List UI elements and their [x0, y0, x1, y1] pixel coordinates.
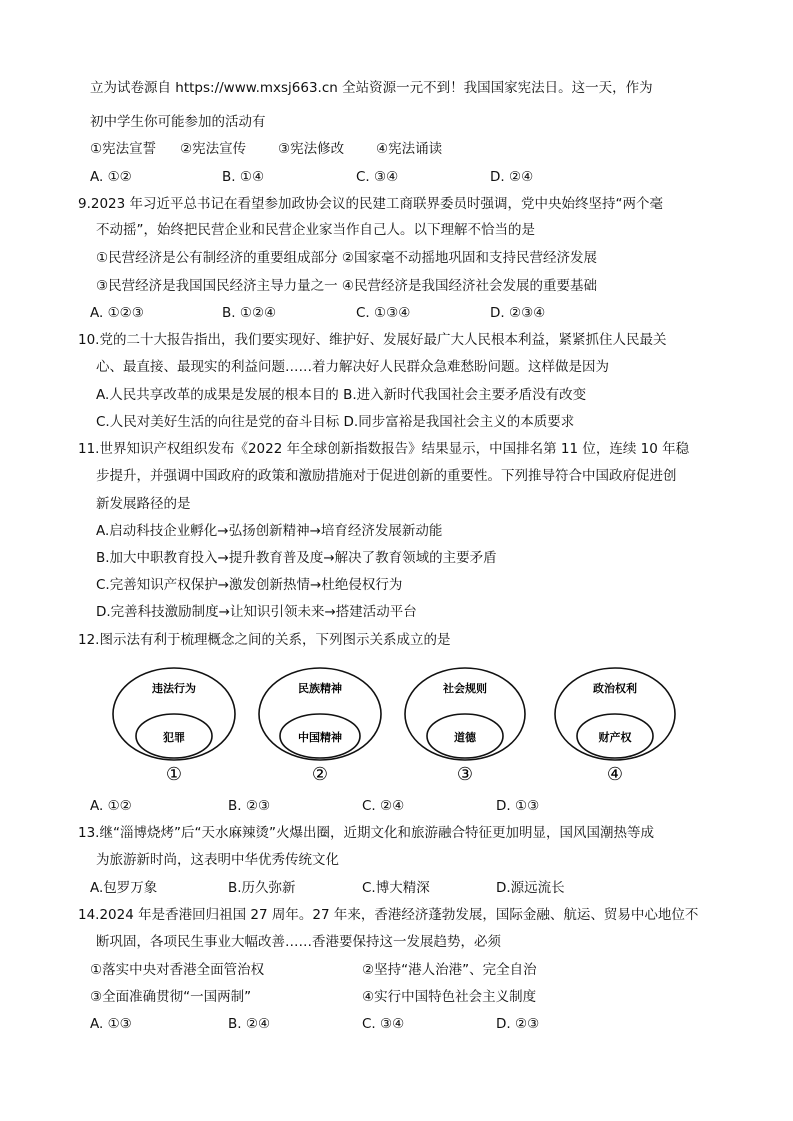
q13-option-a: A.包罗万象: [90, 880, 158, 896]
q14-item-2: ②坚持“港人治港”、完全自治: [362, 962, 537, 978]
q12-option-b: B. ②③: [228, 798, 271, 814]
q10-stem-line1: 10.党的二十大报告指出，我们要实现好、维护好、发展好最广大人民根本利益，紧紧抓住人民最关: [78, 332, 667, 348]
q14-option-b: B. ②④: [228, 1016, 271, 1032]
q14-option-c: C. ③④: [362, 1016, 405, 1032]
q9-option-c: C. ①③④: [356, 305, 411, 321]
q9-items-row1: ①民营经济是公有制经济的重要组成部分 ②国家毫不动摇地巩固和支持民营经济发展: [96, 250, 597, 266]
q13-option-c: C.博大精深: [362, 880, 430, 896]
diagram-2: [259, 668, 381, 785]
q13-option-b: B.历久弥新: [228, 880, 296, 896]
diagram-1-number: ①: [165, 764, 183, 785]
q14-item-1: ①落实中央对香港全面管治权: [90, 962, 265, 978]
diagram-2-number: ②: [311, 764, 329, 785]
q11-stem-line1: 11.世界知识产权组织发布《2022 年全球创新指数报告》结果显示，中国排名第 11 位，连续 10 年稳: [78, 441, 690, 457]
q11-stem-line3: 新发展路径的是: [96, 496, 191, 512]
q13-stem-line1: 13.继“淄博烧烤”后“天水麻辣烫”火爆出圈，近期文化和旅游融合特征更加明显，国风国潮热等成: [78, 825, 654, 841]
q14-option-d: D. ②③: [496, 1016, 540, 1032]
q14-item-4: ④实行中国特色社会主义制度: [362, 989, 537, 1005]
q9-option-a: A. ①②③: [90, 305, 144, 321]
diagram-1-inner-label: 犯罪: [163, 731, 185, 744]
q9-stem-line2: 不动摇”，始终把民营企业和民营企业家当作自己人。以下理解不恰当的是: [96, 222, 535, 238]
diagram-4-number: ④: [606, 764, 624, 785]
diagram-4: [555, 668, 675, 785]
q8-stem-line1: 立为试卷源自 https://www.mxsj663.cn 全站资源一元不到！我国国家宪法日。这一天，作为: [90, 80, 653, 96]
diagram-2-inner-label: 中国精神: [298, 731, 342, 744]
q11-option-b: B.加大中职教育投入→提升教育普及度→解决了教育领域的主要矛盾: [96, 550, 497, 566]
diagram-3-inner-label: 道德: [454, 731, 476, 744]
q10-options-row1: A.人民共享改革的成果是发展的根本目的 B.进入新时代我国社会主要矛盾没有改变: [96, 387, 587, 403]
q8-option-c: C. ③④: [356, 169, 399, 185]
q9-stem-line1: 9.2023 年习近平总书记在看望参加政协会议的民建工商联界委员时强调，党中央始终坚持“两个毫: [78, 196, 664, 212]
q13-stem-line2: 为旅游新时尚，这表明中华优秀传统文化: [96, 852, 339, 868]
q12-stem-line1: 12.图示法有利于梳理概念之间的关系，下列图示关系成立的是: [78, 632, 451, 648]
q11-option-c: C.完善知识产权保护→激发创新热情→杜绝侵权行为: [96, 577, 403, 593]
q14-stem-line2: 断巩固，各项民生事业大幅改善……香港要保持这一发展趋势，必须: [96, 934, 501, 950]
q8-option-a: A. ①②: [90, 169, 132, 185]
q11-option-d: D.完善科技激励制度→让知识引领未来→搭建活动平台: [96, 604, 417, 620]
q8-item-3: ③宪法修改: [278, 141, 345, 157]
q11-option-a: A.启动科技企业孵化→弘扬创新精神→培育经济发展新动能: [96, 523, 443, 539]
q11-stem-line2: 步提升，并强调中国政府的政策和激励措施对于促进创新的重要性。下列推导符合中国政府促进创: [96, 468, 677, 484]
q8-item-1: ①宪法宣誓: [90, 141, 157, 157]
q9-items-row2: ③民营经济是我国国民经济主导力量之一 ④民营经济是我国经济社会发展的重要基础: [96, 278, 597, 294]
q12-option-a: A. ①②: [90, 798, 132, 814]
diagram-1: [113, 668, 235, 785]
diagram-4-inner-label: 财产权: [598, 731, 632, 744]
q8-option-b: B. ①④: [222, 169, 265, 185]
q9-option-b: B. ①②④: [222, 305, 277, 321]
diagram-4-outer-label: 政治权利: [593, 682, 637, 695]
diagram-3-number: ③: [456, 764, 474, 785]
diagram-1-outer-label: 违法行为: [152, 682, 196, 695]
q8-item-4: ④宪法诵读: [376, 141, 443, 157]
q8-item-2: ②宪法宣传: [180, 141, 247, 157]
diagram-3: [405, 668, 525, 785]
q10-options-row2: C.人民对美好生活的向往是党的奋斗目标 D.同步富裕是我国社会主义的本质要求: [96, 414, 575, 430]
q14-stem-line1: 14.2024 年是香港回归祖国 27 周年。27 年来，香港经济蓬勃发展，国际金融、航运、贸易中心地位不: [78, 907, 699, 923]
q8-stem-line2: 初中学生你可能参加的活动有: [90, 114, 266, 130]
q12-option-d: D. ①③: [496, 798, 540, 814]
q13-option-d: D.源远流长: [496, 880, 565, 896]
q8-option-d: D. ②④: [490, 169, 534, 185]
diagram-2-outer-label: 民族精神: [298, 682, 342, 695]
q14-option-a: A. ①③: [90, 1016, 132, 1032]
q10-stem-line2: 心、最直接、最现实的利益问题……着力解决好人民群众急难愁盼问题。这样做是因为: [96, 359, 609, 375]
q9-option-d: D. ②③④: [490, 305, 546, 321]
q12-option-c: C. ②④: [362, 798, 405, 814]
q12-concept-diagrams: [110, 662, 690, 792]
q14-item-3: ③全面准确贯彻“一国两制”: [90, 989, 252, 1005]
diagram-3-outer-label: 社会规则: [443, 682, 487, 695]
